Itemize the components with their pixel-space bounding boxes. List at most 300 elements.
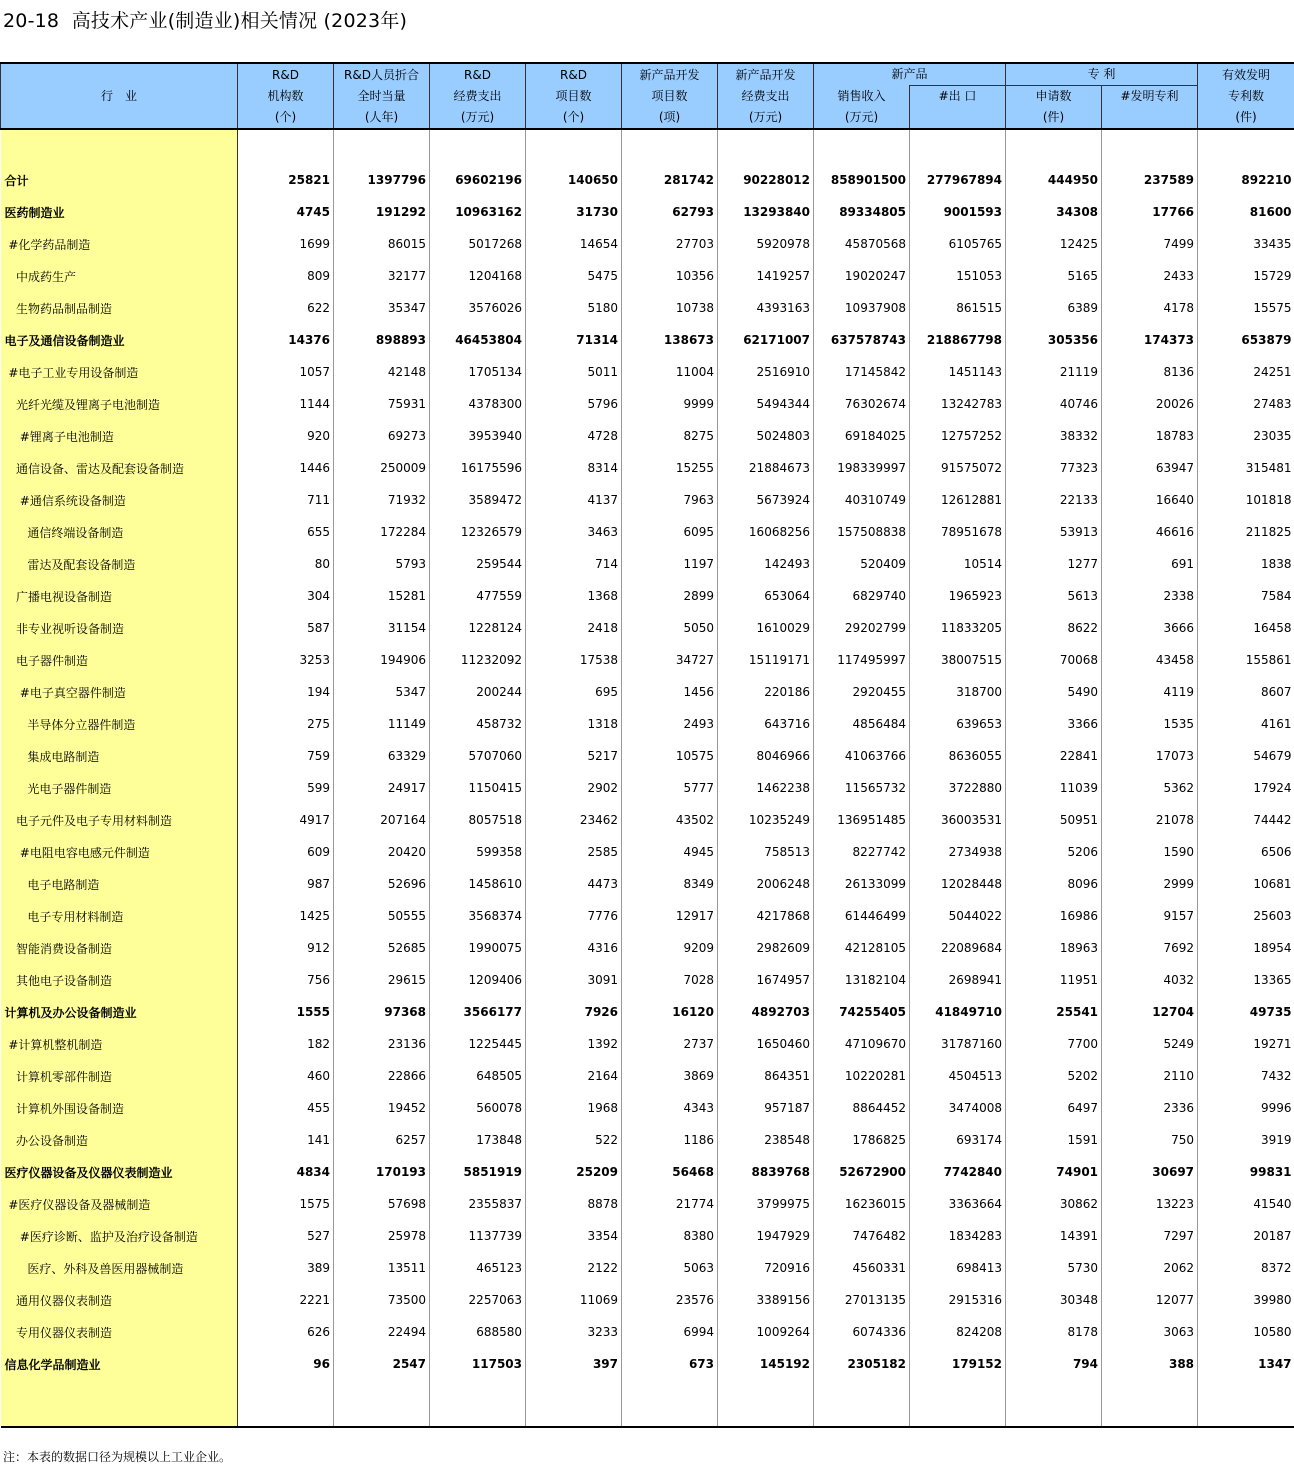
value-cell: 2982609 [718,932,814,964]
value-cell: 1610029 [718,612,814,644]
value-cell: 19271 [1198,1028,1294,1060]
spacer-cell [334,129,430,164]
table-row [1,932,1294,964]
value-cell: 61446499 [814,900,910,932]
value-cell: 50555 [334,900,430,932]
value-cell: 71932 [334,484,430,516]
value-cell: 1225445 [430,1028,526,1060]
value-cell: 1555 [238,996,334,1028]
value-cell: 81600 [1198,196,1294,228]
value-cell: 315481 [1198,452,1294,484]
value-cell: 1186 [622,1124,718,1156]
value-cell: 8178 [1006,1316,1102,1348]
value-cell: 10575 [622,740,718,772]
value-cell: 1137739 [430,1220,526,1252]
table-row [1,1156,1294,1188]
value-cell: 17145842 [814,356,910,388]
value-cell: 460 [238,1060,334,1092]
value-cell: 96 [238,1348,334,1380]
value-cell: 4316 [526,932,622,964]
table-row [1,1284,1294,1316]
industry-name-cell: 智能消费设备制造 [1,932,238,964]
value-cell: 11149 [334,708,430,740]
value-cell: 16068256 [718,516,814,548]
value-cell: 45870568 [814,228,910,260]
value-cell: 49735 [1198,996,1294,1028]
footnote: 注：本表的数据口径为规模以上工业企业。 [3,1450,232,1464]
industry-name-cell: #锂离子电池制造 [1,420,238,452]
industry-name-cell: 电子元件及电子专用材料制造 [1,804,238,836]
value-cell: 174373 [1102,324,1198,356]
table-row [1,836,1294,868]
value-cell: 10580 [1198,1316,1294,1348]
value-cell: 16120 [622,996,718,1028]
col-label: 销售收入 [837,88,886,103]
value-cell: 637578743 [814,324,910,356]
value-cell: 77323 [1006,452,1102,484]
value-cell: 14391 [1006,1220,1102,1252]
value-cell: 36003531 [910,804,1006,836]
value-cell: 2547 [334,1348,430,1380]
value-cell: 6389 [1006,292,1102,324]
col-label: 专 利 [1087,67,1116,81]
value-cell: 304 [238,580,334,612]
value-cell: 12028448 [910,868,1006,900]
value-cell: 6506 [1198,836,1294,868]
col-label: R&D [272,67,299,82]
value-cell: 1009264 [718,1316,814,1348]
col-label: 项目数 [555,88,592,103]
industry-name-cell: 生物药品制品制造 [1,292,238,324]
value-cell: 11951 [1006,964,1102,996]
value-cell: 2257063 [430,1284,526,1316]
value-cell: 4856484 [814,708,910,740]
col-label: 申请数 [1035,89,1072,103]
col-unit: (件) [1235,109,1257,124]
value-cell: 33435 [1198,228,1294,260]
value-cell: 5202 [1006,1060,1102,1092]
value-cell: 7432 [1198,1060,1294,1092]
value-cell: 1451143 [910,356,1006,388]
value-cell: 477559 [430,580,526,612]
value-cell: 11833205 [910,612,1006,644]
value-cell: 4745 [238,196,334,228]
value-cell: 2737 [622,1028,718,1060]
value-cell: 5017268 [430,228,526,260]
value-cell: 43458 [1102,644,1198,676]
value-cell: 599358 [430,836,526,868]
value-cell: 2899 [622,580,718,612]
value-cell: 2920455 [814,676,910,708]
col-label: 新产品开发 [735,67,796,82]
value-cell: 2734938 [910,836,1006,868]
value-cell: 29202799 [814,612,910,644]
value-cell: 90228012 [718,164,814,196]
value-cell: 17766 [1102,196,1198,228]
value-cell: 22841 [1006,740,1102,772]
value-cell: 4343 [622,1092,718,1124]
industry-name-cell: #化学药品制造 [1,228,238,260]
col-label: R&D [560,67,587,82]
value-cell: 1446 [238,452,334,484]
value-cell: 1458610 [430,868,526,900]
value-cell: 25603 [1198,900,1294,932]
value-cell: 136951485 [814,804,910,836]
value-cell: 35347 [334,292,430,324]
value-cell: 99831 [1198,1156,1294,1188]
value-cell: 8227742 [814,836,910,868]
value-cell: 3589472 [430,484,526,516]
table-row [1,484,1294,516]
value-cell: 759 [238,740,334,772]
value-cell: 6994 [622,1316,718,1348]
value-cell: 3253 [238,644,334,676]
value-cell: 389 [238,1252,334,1284]
value-cell: 14376 [238,324,334,356]
value-cell: 11004 [622,356,718,388]
table-row [1,388,1294,420]
value-cell: 101818 [1198,484,1294,516]
spacer-cell [814,129,910,164]
value-cell: 957187 [718,1092,814,1124]
spacer-cell [334,1380,430,1427]
value-cell: 2221 [238,1284,334,1316]
value-cell: 3063 [1102,1316,1198,1348]
spacer-cell [1006,1380,1102,1427]
table-row [1,1252,1294,1284]
spacer-cell [1,1380,238,1427]
col-rd-fte [334,63,430,129]
industry-name-cell: 通用仪器仪表制造 [1,1284,238,1316]
value-cell: 89334805 [814,196,910,228]
col-label: 新产品开发 [639,67,700,82]
value-cell: 179152 [910,1348,1006,1380]
value-cell: 1591 [1006,1124,1102,1156]
value-cell: 7692 [1102,932,1198,964]
value-cell: 4161 [1198,708,1294,740]
value-cell: 5362 [1102,772,1198,804]
col-label: 机构数 [267,88,304,103]
col-new-product-expenditure [718,63,814,129]
value-cell: 3463 [526,516,622,548]
value-cell: 16236015 [814,1188,910,1220]
industry-name-cell: #计算机整机制造 [1,1028,238,1060]
value-cell: 1368 [526,580,622,612]
value-cell: 7297 [1102,1220,1198,1252]
value-cell: 1575 [238,1188,334,1220]
value-cell: 2062 [1102,1252,1198,1284]
value-cell: 281742 [622,164,718,196]
value-cell: 3363664 [910,1188,1006,1220]
table-row [1,964,1294,996]
value-cell: 13223 [1102,1188,1198,1220]
value-cell: 2336 [1102,1092,1198,1124]
value-cell: 318700 [910,676,1006,708]
value-cell: 63947 [1102,452,1198,484]
value-cell: 397 [526,1348,622,1380]
spacer-cell [1198,1380,1294,1427]
value-cell: 8046966 [718,740,814,772]
value-cell: 5180 [526,292,622,324]
value-cell: 1150415 [430,772,526,804]
value-cell: 587 [238,612,334,644]
spacer-cell [910,1380,1006,1427]
industry-name-cell: #电阻电容电感元件制造 [1,836,238,868]
value-cell: 3722880 [910,772,1006,804]
value-cell: 10514 [910,548,1006,580]
value-cell: 5050 [622,612,718,644]
value-cell: 5613 [1006,580,1102,612]
value-cell: 560078 [430,1092,526,1124]
industry-name-cell: 广播电视设备制造 [1,580,238,612]
spacer-cell [1006,129,1102,164]
value-cell: 22866 [334,1060,430,1092]
table-row [1,1124,1294,1156]
value-cell: 794 [1006,1348,1102,1380]
table-row [1,292,1294,324]
value-cell: 7700 [1006,1028,1102,1060]
col-invention-patents [1102,86,1198,130]
value-cell: 74901 [1006,1156,1102,1188]
table-row [1,1348,1294,1380]
value-cell: 5490 [1006,676,1102,708]
value-cell: 21078 [1102,804,1198,836]
spacer-row [1,129,1294,164]
col-rd-projects [526,63,622,129]
value-cell: 912 [238,932,334,964]
table-row [1,1220,1294,1252]
value-cell: 17538 [526,644,622,676]
value-cell: 172284 [334,516,430,548]
value-cell: 4834 [238,1156,334,1188]
value-cell: 7499 [1102,228,1198,260]
value-cell: 1397796 [334,164,430,196]
value-cell: 987 [238,868,334,900]
page-title: 20-18 高技术产业(制造业)相关情况 (2023年) [3,10,408,32]
value-cell: 4217868 [718,900,814,932]
value-cell: 892210 [1198,164,1294,196]
col-rd-expenditure [430,63,526,129]
value-cell: 23035 [1198,420,1294,452]
value-cell: 5206 [1006,836,1102,868]
value-cell: 5920978 [718,228,814,260]
value-cell: 2110 [1102,1060,1198,1092]
spacer-cell [238,129,334,164]
value-cell: 259544 [430,548,526,580]
table-row [1,580,1294,612]
value-cell: 858901500 [814,164,910,196]
value-cell: 7476482 [814,1220,910,1252]
value-cell: 8349 [622,868,718,900]
value-cell: 622 [238,292,334,324]
table-row [1,740,1294,772]
value-cell: 250009 [334,452,430,484]
value-cell: 9209 [622,932,718,964]
value-cell: 21119 [1006,356,1102,388]
table-row [1,452,1294,484]
value-cell: 444950 [1006,164,1102,196]
value-cell: 8607 [1198,676,1294,708]
table-row [1,420,1294,452]
value-cell: 1228124 [430,612,526,644]
value-cell: 78951678 [910,516,1006,548]
value-cell: 76302674 [814,388,910,420]
value-cell: 42128105 [814,932,910,964]
value-cell: 809 [238,260,334,292]
value-cell: 1990075 [430,932,526,964]
value-cell: 388 [1102,1348,1198,1380]
value-cell: 7926 [526,996,622,1028]
value-cell: 200244 [430,676,526,708]
industry-name-cell: 中成药生产 [1,260,238,292]
value-cell: 13182104 [814,964,910,996]
value-cell: 1462238 [718,772,814,804]
value-cell: 23462 [526,804,622,836]
value-cell: 8636055 [910,740,1006,772]
value-cell: 207164 [334,804,430,836]
value-cell: 5796 [526,388,622,420]
value-cell: 1347 [1198,1348,1294,1380]
value-cell: 1590 [1102,836,1198,868]
table-row [1,772,1294,804]
value-cell: 12917 [622,900,718,932]
value-cell: 62793 [622,196,718,228]
industry-name-cell: 信息化学品制造业 [1,1348,238,1380]
value-cell: 2999 [1102,868,1198,900]
value-cell: 693174 [910,1124,1006,1156]
table-row [1,228,1294,260]
value-cell: 25978 [334,1220,430,1252]
value-cell: 10963162 [430,196,526,228]
value-cell: 74255405 [814,996,910,1028]
value-cell: 1705134 [430,356,526,388]
industry-name-cell: 通信设备、雷达及配套设备制造 [1,452,238,484]
value-cell: 23576 [622,1284,718,1316]
col-industry: 行 业 [1,63,238,129]
value-cell: 27013135 [814,1284,910,1316]
value-cell: 1209406 [430,964,526,996]
value-cell: 20026 [1102,388,1198,420]
value-cell: 3366 [1006,708,1102,740]
value-cell: 9157 [1102,900,1198,932]
value-cell: 8372 [1198,1252,1294,1284]
col-unit: (万元) [748,109,783,124]
value-cell: 20420 [334,836,430,868]
value-cell: 5011 [526,356,622,388]
value-cell: 27483 [1198,388,1294,420]
value-cell: 5044022 [910,900,1006,932]
value-cell: 1535 [1102,708,1198,740]
value-cell: 220186 [718,676,814,708]
col-unit: (万元) [844,109,879,124]
value-cell: 26133099 [814,868,910,900]
value-cell: 673 [622,1348,718,1380]
value-cell: 182 [238,1028,334,1060]
value-cell: 2902 [526,772,622,804]
industry-name-cell: 计算机零部件制造 [1,1060,238,1092]
value-cell: 6257 [334,1124,430,1156]
value-cell: 861515 [910,292,1006,324]
value-cell: 920 [238,420,334,452]
value-cell: 609 [238,836,334,868]
value-cell: 3666 [1102,612,1198,644]
value-cell: 5249 [1102,1028,1198,1060]
value-cell: 758513 [718,836,814,868]
value-cell: 2164 [526,1060,622,1092]
value-cell: 1947929 [718,1220,814,1252]
value-cell: 1456 [622,676,718,708]
value-cell: 4728 [526,420,622,452]
value-cell: 16640 [1102,484,1198,516]
industry-name-cell: #电子工业专用设备制造 [1,356,238,388]
value-cell: 4892703 [718,996,814,1028]
value-cell: 12612881 [910,484,1006,516]
col-patent-applications [1006,86,1102,130]
value-cell: 46453804 [430,324,526,356]
table-header [1,63,1294,129]
value-cell: 69184025 [814,420,910,452]
value-cell: 54679 [1198,740,1294,772]
table-row [1,196,1294,228]
value-cell: 29615 [334,964,430,996]
value-cell: 599 [238,772,334,804]
value-cell: 12757252 [910,420,1006,452]
col-label: #发明专利 [1120,89,1179,103]
value-cell: 24251 [1198,356,1294,388]
value-cell: 31787160 [910,1028,1006,1060]
table-row [1,356,1294,388]
value-cell: 3566177 [430,996,526,1028]
value-cell: 305356 [1006,324,1102,356]
spacer-cell [718,1380,814,1427]
spacer-cell [430,1380,526,1427]
value-cell: 34308 [1006,196,1102,228]
value-cell: 648505 [430,1060,526,1092]
value-cell: 4178 [1102,292,1198,324]
value-cell: 141 [238,1124,334,1156]
value-cell: 458732 [430,708,526,740]
spacer-cell [1198,129,1294,164]
value-cell: 56468 [622,1156,718,1188]
value-cell: 20187 [1198,1220,1294,1252]
value-cell: 86015 [334,228,430,260]
value-cell: 211825 [1198,516,1294,548]
value-cell: 41849710 [910,996,1006,1028]
value-cell: 8864452 [814,1092,910,1124]
spacer-cell [622,129,718,164]
value-cell: 2305182 [814,1348,910,1380]
value-cell: 688580 [430,1316,526,1348]
table-row [1,548,1294,580]
value-cell: 720916 [718,1252,814,1284]
value-cell: 12077 [1102,1284,1198,1316]
table-row [1,612,1294,644]
col-new-product-revenue [814,86,910,130]
value-cell: 4504513 [910,1060,1006,1092]
col-unit: (件) [1042,110,1065,124]
value-cell: 8057518 [430,804,526,836]
value-cell: 1144 [238,388,334,420]
col-label: 经费支出 [453,88,502,103]
col-label: 新产品 [891,67,928,81]
value-cell: 10356 [622,260,718,292]
col-unit: (个) [562,109,585,124]
spacer-cell [1102,129,1198,164]
value-cell: 9999 [622,388,718,420]
value-cell: 8275 [622,420,718,452]
col-unit: (项) [658,109,681,124]
table-row [1,1028,1294,1060]
